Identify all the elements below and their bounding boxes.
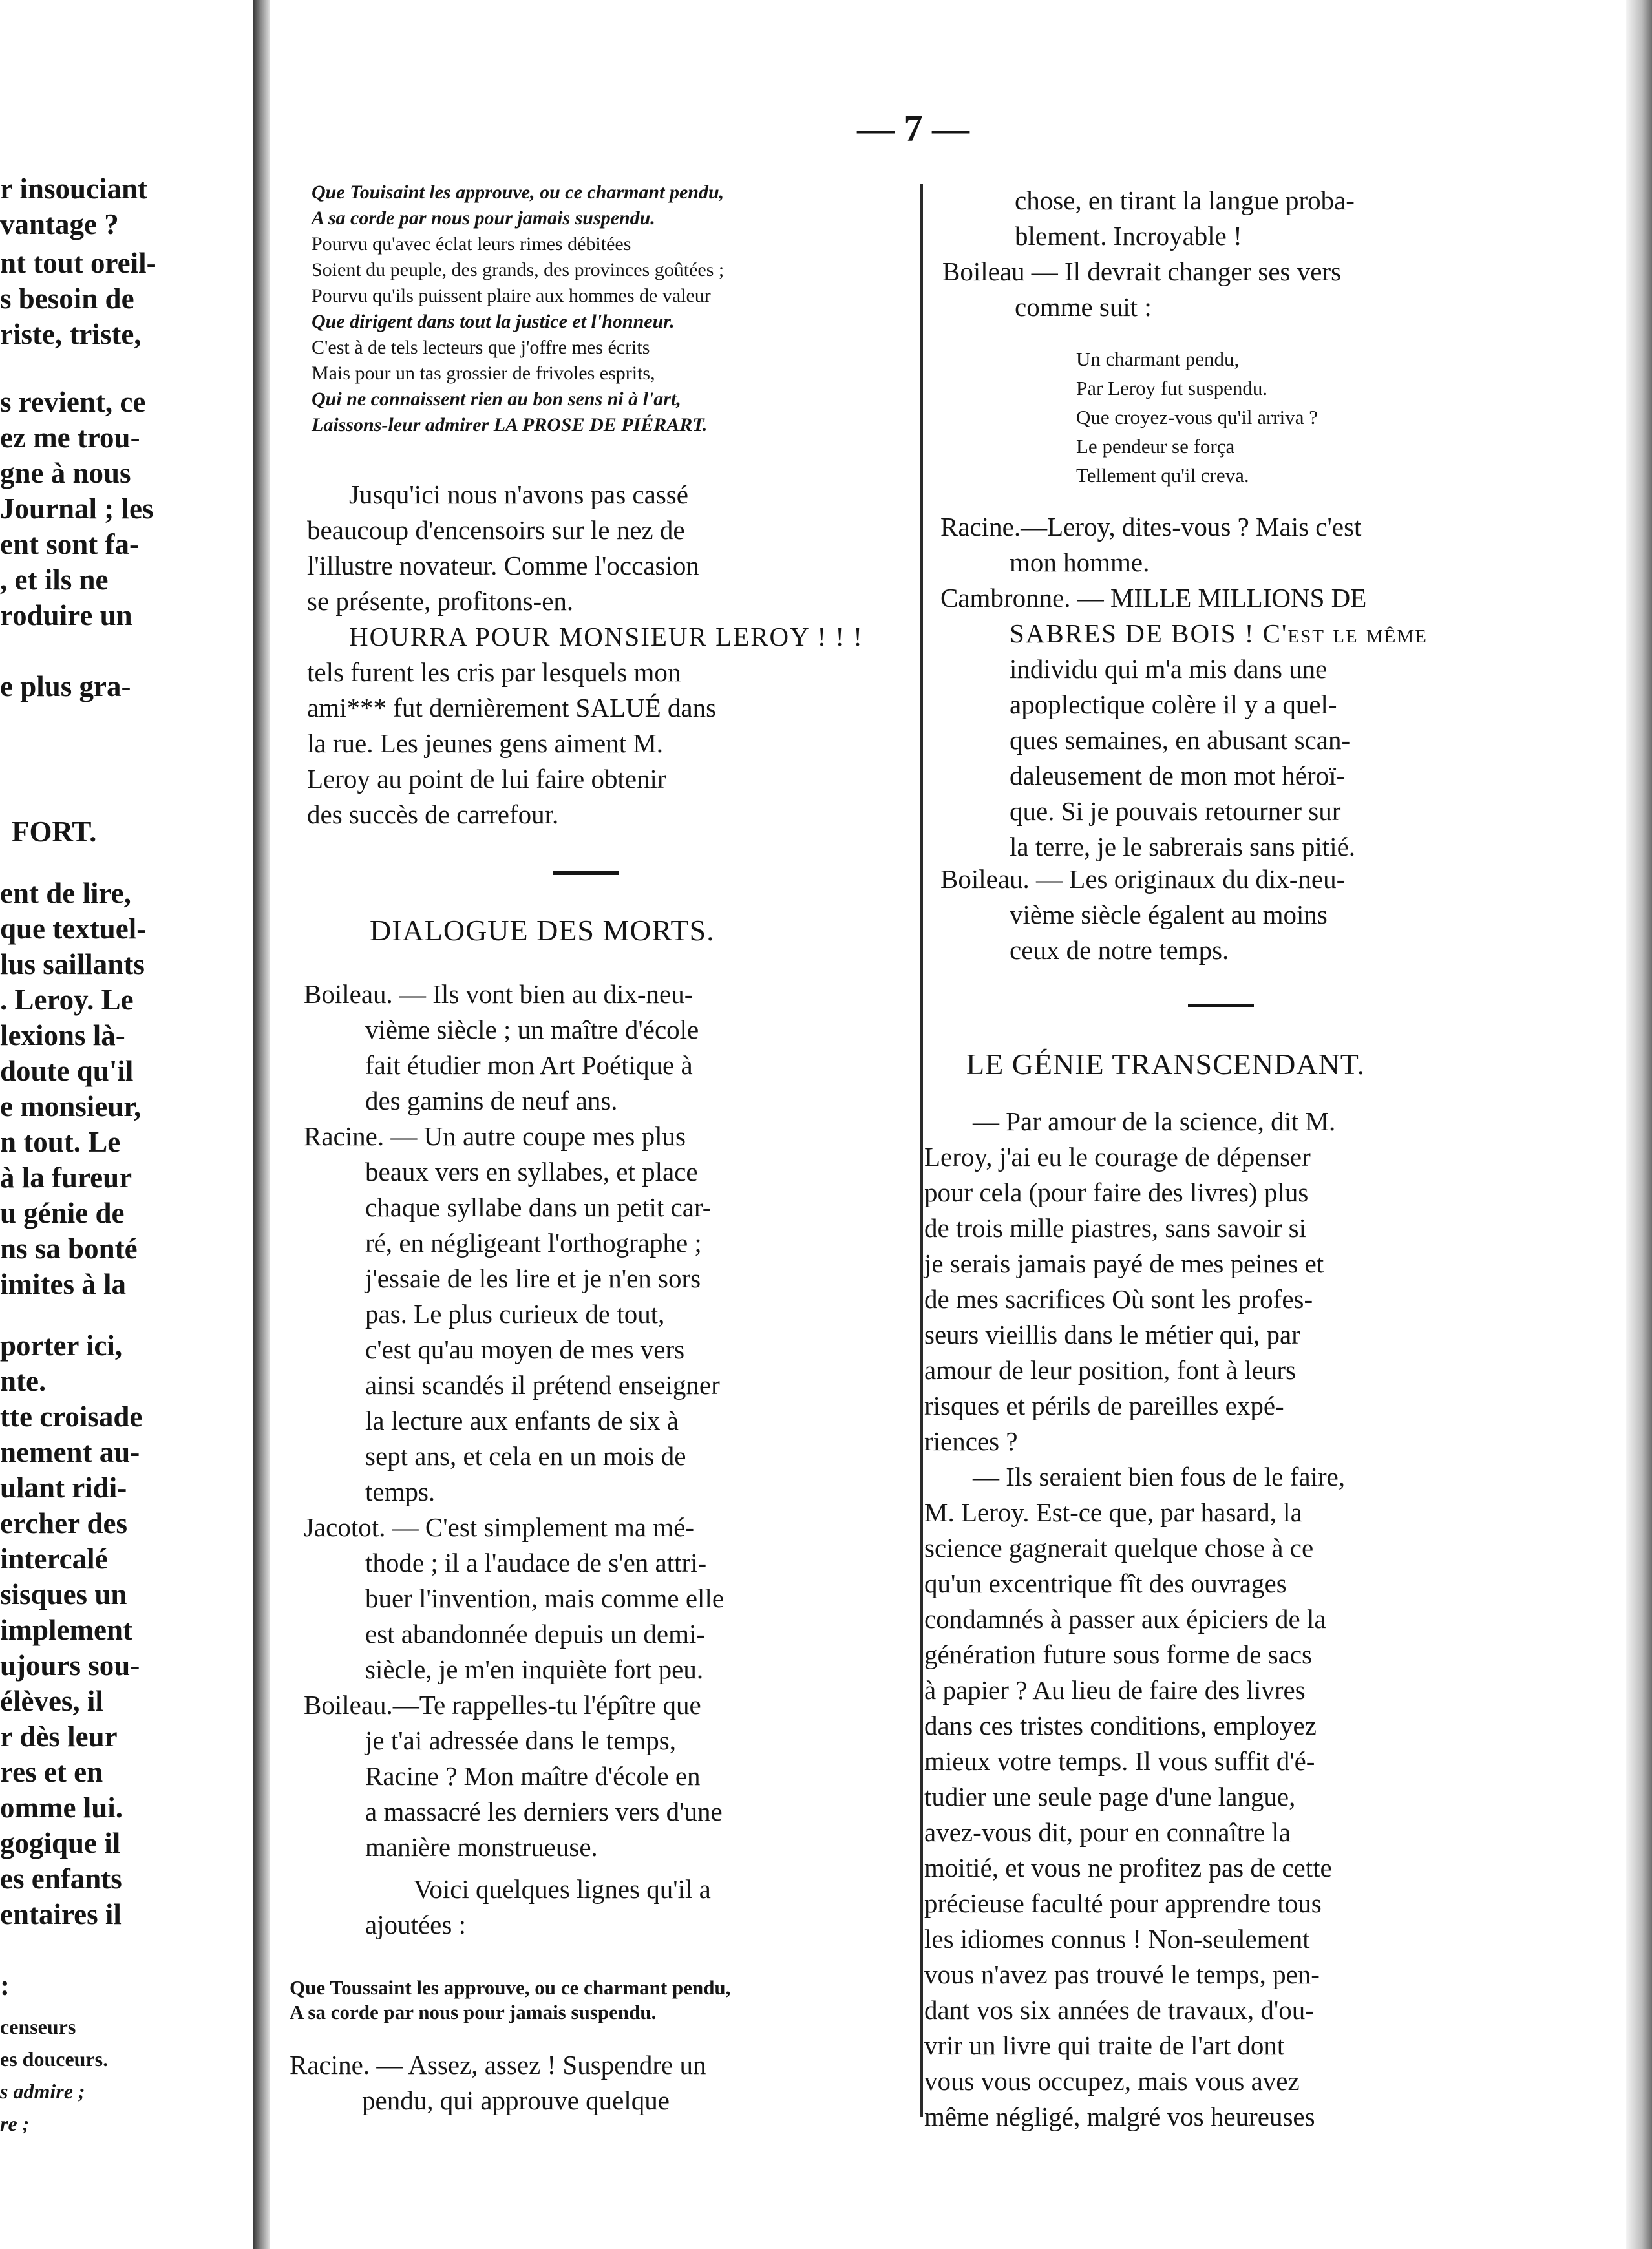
paragraph-line: ami*** fut dernièrement SALUÉ dans xyxy=(307,693,717,723)
previous-page-line: omme lui. xyxy=(0,1791,123,1824)
previous-page-line: , et ils ne xyxy=(0,564,109,596)
dialogue-line: apoplectique colère il y a quel- xyxy=(1010,690,1337,719)
previous-page-line: . Leroy. Le xyxy=(0,984,134,1016)
dialogue-line: la lecture aux enfants de six à xyxy=(365,1406,679,1435)
previous-page-line: r dès leur xyxy=(0,1720,118,1753)
dialogue-line: a massacré les derniers vers d'une xyxy=(365,1797,723,1826)
article-line: à papier ? Au lieu de faire des livres xyxy=(924,1675,1306,1705)
poem-line: Mais pour un tas grossier de frivoles esprits, xyxy=(312,363,655,384)
previous-page-line: r insouciant xyxy=(0,173,147,205)
article-line: de trois mille piastres, sans savoir si xyxy=(924,1213,1306,1243)
dialogue-line: beaux vers en syllabes, et place xyxy=(365,1157,698,1187)
poem-line: C'est à de tels lecteurs que j'offre mes écrits xyxy=(312,337,650,358)
previous-page-column xyxy=(0,0,252,2249)
article-line: je serais jamais payé de mes peines et xyxy=(924,1249,1324,1278)
dialogue-line: SABRES DE BOIS ! C'est le même xyxy=(1010,618,1428,648)
verse-line: Par Leroy fut suspendu. xyxy=(1076,377,1268,399)
previous-page-line: es enfants xyxy=(0,1863,122,1895)
article-line: seurs vieillis dans le métier qui, par xyxy=(924,1320,1300,1349)
previous-page-line: à la fureur xyxy=(0,1161,132,1194)
dialogue-line: Boileau — Il devrait changer ses vers xyxy=(942,257,1342,286)
dialogue-line: que. Si je pouvais retourner sur xyxy=(1010,796,1341,826)
article-line: condamnés à passer aux épiciers de la xyxy=(924,1604,1326,1634)
dialogue-line: la terre, je le sabrerais sans pitié. xyxy=(1010,832,1356,861)
previous-page-line: porter ici, xyxy=(0,1329,123,1362)
article-line: tudier une seule page d'une langue, xyxy=(924,1782,1296,1811)
paragraph-line: la rue. Les jeunes gens aiment M. xyxy=(307,728,664,758)
previous-page-line: s admire ; xyxy=(0,2080,85,2103)
page-edge-shadow xyxy=(1626,0,1652,2249)
previous-page-line: ent sont fa- xyxy=(0,528,139,560)
previous-page-line: nt tout oreil- xyxy=(0,247,156,279)
previous-page-line: ns sa bonté xyxy=(0,1232,138,1265)
previous-page-line: u génie de xyxy=(0,1197,125,1229)
dialogue-line: chaque syllabe dans un petit car- xyxy=(365,1192,712,1222)
previous-page-line: vantage ? xyxy=(0,208,119,240)
dialogue-line: j'essaie de les lire et je n'en sors xyxy=(365,1263,701,1293)
poem-line: Soient du peuple, des grands, des provinces goûtées ; xyxy=(312,259,725,280)
previous-page-line: gne à nous xyxy=(0,457,131,489)
paragraph-line: se présente, profitons-en. xyxy=(307,586,574,616)
poem-line: A sa corde par nous pour jamais suspendu. xyxy=(312,207,655,229)
previous-page-line: ujours sou- xyxy=(0,1649,140,1682)
dialogue-line: je t'ai adressée dans le temps, xyxy=(365,1726,676,1755)
dialogue-line: vième siècle ; un maître d'école xyxy=(365,1015,699,1044)
dialogue-line: pendu, qui approuve quelque xyxy=(362,2085,670,2115)
article-line: — Par amour de la science, dit M. xyxy=(973,1106,1336,1136)
article-line: vous vous occupez, mais vous avez xyxy=(924,2066,1300,2096)
previous-page-line: : xyxy=(0,1969,10,2001)
article-line: mieux votre temps. Il vous suffit d'é- xyxy=(924,1746,1315,1776)
article-line: les idiomes connus ! Non-seulement xyxy=(924,1924,1310,1954)
poem-line: Que Touisaint les approuve, ou ce charmant pendu, xyxy=(312,182,725,203)
dialogue-line: Racine ? Mon maître d'école en xyxy=(365,1761,701,1791)
dialogue-line: est abandonnée depuis un demi- xyxy=(365,1619,706,1649)
article-line: qu'un excentrique fît des ouvrages xyxy=(924,1568,1287,1598)
previous-page-line: imites à la xyxy=(0,1268,126,1300)
article-line: de mes sacrifices Où sont les profes- xyxy=(924,1284,1313,1314)
previous-page-line: censeurs xyxy=(0,2015,76,2038)
dialogue-line: siècle, je m'en inquiète fort peu. xyxy=(365,1654,704,1684)
paragraph-line: Jusqu'ici nous n'avons pas cassé xyxy=(349,480,688,509)
page-number: — 7 — xyxy=(857,107,969,149)
article-line: pour cela (pour faire des livres) plus xyxy=(924,1177,1309,1207)
poem-line: Laissons-leur admirer LA PROSE DE PIÉRART. xyxy=(312,414,708,436)
dialogue-line: thode ; il a l'audace de s'en attri- xyxy=(365,1548,707,1578)
dialogue-line: manière monstrueuse. xyxy=(365,1832,598,1862)
section-rule-dialogue xyxy=(553,871,619,875)
dialogue-line: des gamins de neuf ans. xyxy=(365,1086,618,1115)
section-heading: DIALOGUE DES MORTS. xyxy=(370,914,715,947)
dialogue-line: ré, en négligeant l'orthographe ; xyxy=(365,1228,702,1258)
article-line: précieuse faculté pour apprendre tous xyxy=(924,1888,1322,1918)
dialogue-line: Cambronne. — MILLE MILLIONS DE xyxy=(940,583,1367,613)
page-binding-shadow xyxy=(253,0,270,2249)
dialogue-line: individu qui m'a mis dans une xyxy=(1010,654,1328,684)
article-line: moitié, et vous ne profitez pas de cette xyxy=(924,1853,1332,1883)
dialogue-line: Boileau.—Te rappelles-tu l'épître que xyxy=(304,1690,701,1720)
article-line: avez-vous dit, pour en connaître la xyxy=(924,1817,1291,1847)
article-line: vous n'avez pas trouvé le temps, pen- xyxy=(924,1959,1320,1989)
previous-page-line: ulant ridi- xyxy=(0,1472,127,1504)
paragraph-line: tels furent les cris par lesquels mon xyxy=(307,657,681,687)
paragraph-line: HOURRA POUR MONSIEUR LEROY ! ! ! xyxy=(349,622,863,651)
dialogue-line: Racine. — Un autre coupe mes plus xyxy=(304,1121,686,1151)
article-line: riences ? xyxy=(924,1426,1018,1456)
dialogue-line: Racine. — Assez, assez ! Suspendre un xyxy=(290,2050,706,2080)
dialogue-line: temps. xyxy=(365,1477,436,1506)
article-line: génération future sous forme de sacs xyxy=(924,1640,1312,1669)
verse-line: Tellement qu'il creva. xyxy=(1076,464,1249,487)
dialogue-line: Racine.—Leroy, dites-vous ? Mais c'est xyxy=(940,512,1362,542)
column-divider xyxy=(920,184,923,2117)
dialogue-line: ceux de notre temps. xyxy=(1010,935,1229,965)
previous-page-line: ent de lire, xyxy=(0,877,131,909)
paragraph-line: beaucoup d'encensoirs sur le nez de xyxy=(307,515,685,545)
verse-line: Un charmant pendu, xyxy=(1076,348,1240,370)
section-rule-genie xyxy=(1188,1004,1254,1007)
dialogue-line: ajoutées : xyxy=(365,1910,466,1939)
paragraph-line: l'illustre novateur. Comme l'occasion xyxy=(307,551,699,580)
quoted-verse: A sa corde par nous pour jamais suspendu. xyxy=(290,2001,657,2023)
dialogue-line: daleusement de mon mot héroï- xyxy=(1010,761,1346,790)
dialogue-line: ques semaines, en abusant scan- xyxy=(1010,725,1351,755)
dialogue-line: blement. Incroyable ! xyxy=(1015,221,1242,251)
dialogue-line: chose, en tirant la langue proba- xyxy=(1015,185,1355,215)
dialogue-line: ainsi scandés il prétend enseigner xyxy=(365,1370,720,1400)
article-line: — Ils seraient bien fous de le faire, xyxy=(973,1462,1346,1492)
article-line: dant vos six années de travaux, d'ou- xyxy=(924,1995,1314,2025)
previous-page-line: implement xyxy=(0,1614,132,1646)
previous-page-line: lus saillants xyxy=(0,948,145,980)
dialogue-line: pas. Le plus curieux de tout, xyxy=(365,1299,665,1329)
previous-page-line: sisques un xyxy=(0,1578,127,1610)
dialogue-line: Jacotot. — C'est simplement ma mé- xyxy=(304,1512,695,1542)
previous-page-line: ez me trou- xyxy=(0,421,140,454)
previous-page-line: roduire un xyxy=(0,599,132,631)
dialogue-line: comme suit : xyxy=(1015,292,1152,322)
section-heading: LE GÉNIE TRANSCENDANT. xyxy=(966,1048,1365,1081)
previous-page-line: que textuel- xyxy=(0,913,147,945)
previous-page-line: n tout. Le xyxy=(0,1126,121,1158)
dialogue-line: Boileau. — Les originaux du dix-neu- xyxy=(940,864,1346,894)
dialogue-line: vième siècle égalent au moins xyxy=(1010,900,1328,929)
previous-page-line: gogique il xyxy=(0,1827,121,1859)
previous-page-line: e monsieur, xyxy=(0,1090,142,1123)
previous-page-line: s besoin de xyxy=(0,282,134,315)
previous-page-line: s revient, ce xyxy=(0,386,146,418)
previous-page-line: intercalé xyxy=(0,1543,108,1575)
previous-page-line: entaires il xyxy=(0,1898,122,1930)
previous-page-line: nement au- xyxy=(0,1436,140,1468)
dialogue-line: sept ans, et cela en un mois de xyxy=(365,1441,686,1471)
dialogue-line: Boileau. — Ils vont bien au dix-neu- xyxy=(304,979,694,1009)
previous-page-line: Journal ; les xyxy=(0,492,154,525)
previous-page-line: tte croisade xyxy=(0,1400,143,1433)
previous-page-line: FORT. xyxy=(12,816,97,848)
verse-line: Que croyez-vous qu'il arriva ? xyxy=(1076,406,1318,428)
article-line: dans ces tristes conditions, employez xyxy=(924,1711,1317,1740)
dialogue-line: fait étudier mon Art Poétique à xyxy=(365,1050,693,1080)
previous-page-line: doute qu'il xyxy=(0,1055,134,1087)
poem-line: Que dirigent dans tout la justice et l'honneur. xyxy=(312,311,675,332)
previous-page-line: ercher des xyxy=(0,1507,128,1539)
article-line: amour de leur position, font à leurs xyxy=(924,1355,1297,1385)
previous-page-line: élèves, il xyxy=(0,1685,103,1717)
previous-page-line: e plus gra- xyxy=(0,670,131,702)
dialogue-line: mon homme. xyxy=(1010,547,1150,577)
previous-page-line: riste, triste, xyxy=(0,318,142,350)
poem-line: Pourvu qu'avec éclat leurs rimes débitées xyxy=(312,233,631,255)
article-line: Leroy, j'ai eu le courage de dépenser xyxy=(924,1142,1311,1172)
article-line: science gagnerait quelque chose à ce xyxy=(924,1533,1314,1563)
dialogue-line: Voici quelques lignes qu'il a xyxy=(414,1874,711,1904)
poem-line: Pourvu qu'ils puissent plaire aux hommes de valeur xyxy=(312,285,711,306)
previous-page-line: res et en xyxy=(0,1756,103,1788)
previous-page-line: es douceurs. xyxy=(0,2047,109,2071)
previous-page-line: nte. xyxy=(0,1365,47,1397)
previous-page-line: lexions là- xyxy=(0,1019,125,1051)
dialogue-line: c'est qu'au moyen de mes vers xyxy=(365,1335,685,1364)
paragraph-line: des succès de carrefour. xyxy=(307,799,559,829)
quoted-verse: Que Toussaint les approuve, ou ce charmant pendu, xyxy=(290,1976,731,1999)
verse-line: Le pendeur se força xyxy=(1076,435,1235,458)
article-line: vrir un livre qui traite de l'art dont xyxy=(924,2031,1285,2060)
previous-page-line: re ; xyxy=(0,2112,30,2135)
paragraph-line: Leroy au point de lui faire obtenir xyxy=(307,764,666,794)
poem-line: Qui ne connaissent rien au bon sens ni à l'art, xyxy=(312,388,681,410)
article-line: même négligé, malgré vos heureuses xyxy=(924,2102,1315,2131)
article-line: risques et périls de pareilles expé- xyxy=(924,1391,1284,1420)
dialogue-line: buer l'invention, mais comme elle xyxy=(365,1583,725,1613)
article-line: M. Leroy. Est-ce que, par hasard, la xyxy=(924,1497,1302,1527)
